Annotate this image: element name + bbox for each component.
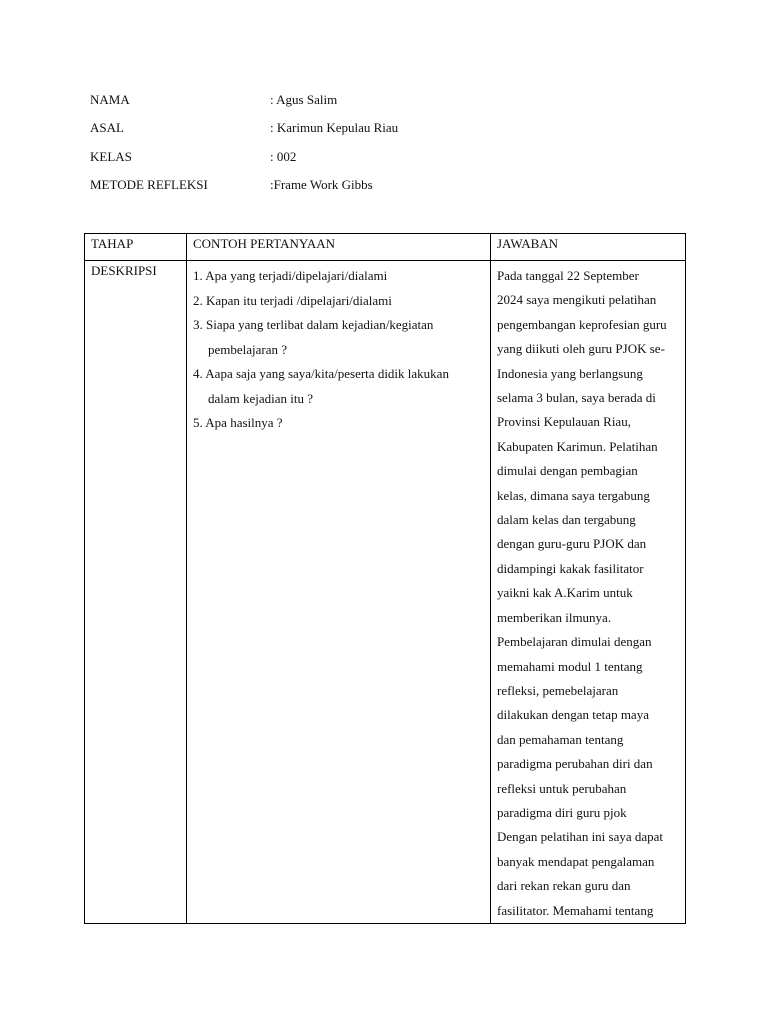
question-text: 5. Apa hasilnya ? [193,415,283,430]
info-value: :Frame Work Gibbs [270,177,373,192]
info-label: NAMA [90,92,130,107]
table-header-row [85,234,686,261]
answer-line: Provinsi Kepulauan Riau, [497,414,631,430]
answer-line: yaikni kak A.Karim untuk [497,585,633,601]
info-label: KELAS [90,149,132,164]
answer-line: refleksi untuk perubahan [497,780,627,796]
question-text-continued: dalam kejadian itu ? [208,390,314,406]
answer-line: Dengan pelatihan ini saya dapat [497,829,664,845]
question-item [193,362,484,411]
question-item [193,411,484,436]
answer-line: refleksi, pemebelajaran [497,682,619,698]
answer-line: selama 3 bulan, saya berada di [497,390,656,406]
answer-line: Pembelajaran dimulai dengan [497,634,652,650]
answer-line: didampingi kakak fasilitator [497,560,644,576]
answer-line: paradigma diri guru pjok [497,804,627,820]
question-text-continued: pembelajaran ? [208,341,288,357]
reflection-table [84,233,686,924]
header-jawaban [491,234,686,261]
info-label: ASAL [90,120,124,135]
answer-line: paradigma perubahan diri dan [497,756,653,772]
header-label: TAHAP [91,236,134,251]
answer-line: pengembangan keprofesian guru [497,316,667,332]
answer-text [491,261,685,923]
answer-line: fasilitator. Memahami tentang [497,902,654,918]
answer-line: banyak mendapat pengalaman [497,853,655,869]
answer-line: yang diikuti oleh guru PJOK se- [497,341,665,357]
question-text: 2. Kapan itu terjadi /dipelajari/dialami [193,292,392,308]
question-text: 4. Aapa saja yang saya/kita/peserta didik lakukan [193,366,449,381]
header-contoh-pertanyaan [187,234,491,261]
answer-cell [491,261,686,924]
answer-line: memberikan ilmunya. [497,609,612,625]
answer-line: dimulai dengan pembagian [497,463,638,479]
answer-line: Indonesia yang berlangsung [497,365,643,381]
stage-cell [85,261,187,924]
question-text: 1. Apa yang terjadi/dipelajari/dialami [193,268,388,283]
info-value: : 002 [270,149,297,164]
question-text: 3. Siapa yang terlibat dalam kejadian/kegiatan [193,317,434,332]
answer-line: dilakukan dengan tetap maya [497,707,649,723]
questions-list [187,261,490,436]
answer-line: 2024 saya mengikuti pelatihan [497,292,657,308]
info-value: : Agus Salim [270,92,338,107]
info-value: : Karimun Kepulau Riau [270,120,399,135]
header-label: JAWABAN [497,236,559,251]
answer-line: dalam kelas dan tergabung [497,512,636,528]
table-row [85,261,686,924]
header-tahap [85,234,187,261]
question-item [193,289,484,314]
stage-label: DESKRIPSI [91,263,157,278]
question-item [193,264,484,289]
answer-line: Kabupaten Karimun. Pelatihan [497,438,658,454]
answer-line: dan pemahaman tentang [497,731,624,747]
question-item [193,313,484,362]
answer-line: dengan guru-guru PJOK dan [497,536,647,552]
questions-cell [187,261,491,924]
answer-line: memahami modul 1 tentang [497,658,643,674]
info-label: METODE REFLEKSI [90,177,208,192]
answer-line: dari rekan rekan guru dan [497,878,631,894]
answer-line: Pada tanggal 22 September [497,268,639,283]
answer-line: kelas, dimana saya tergabung [497,487,650,503]
header-label: CONTOH PERTANYAAN [193,236,336,251]
